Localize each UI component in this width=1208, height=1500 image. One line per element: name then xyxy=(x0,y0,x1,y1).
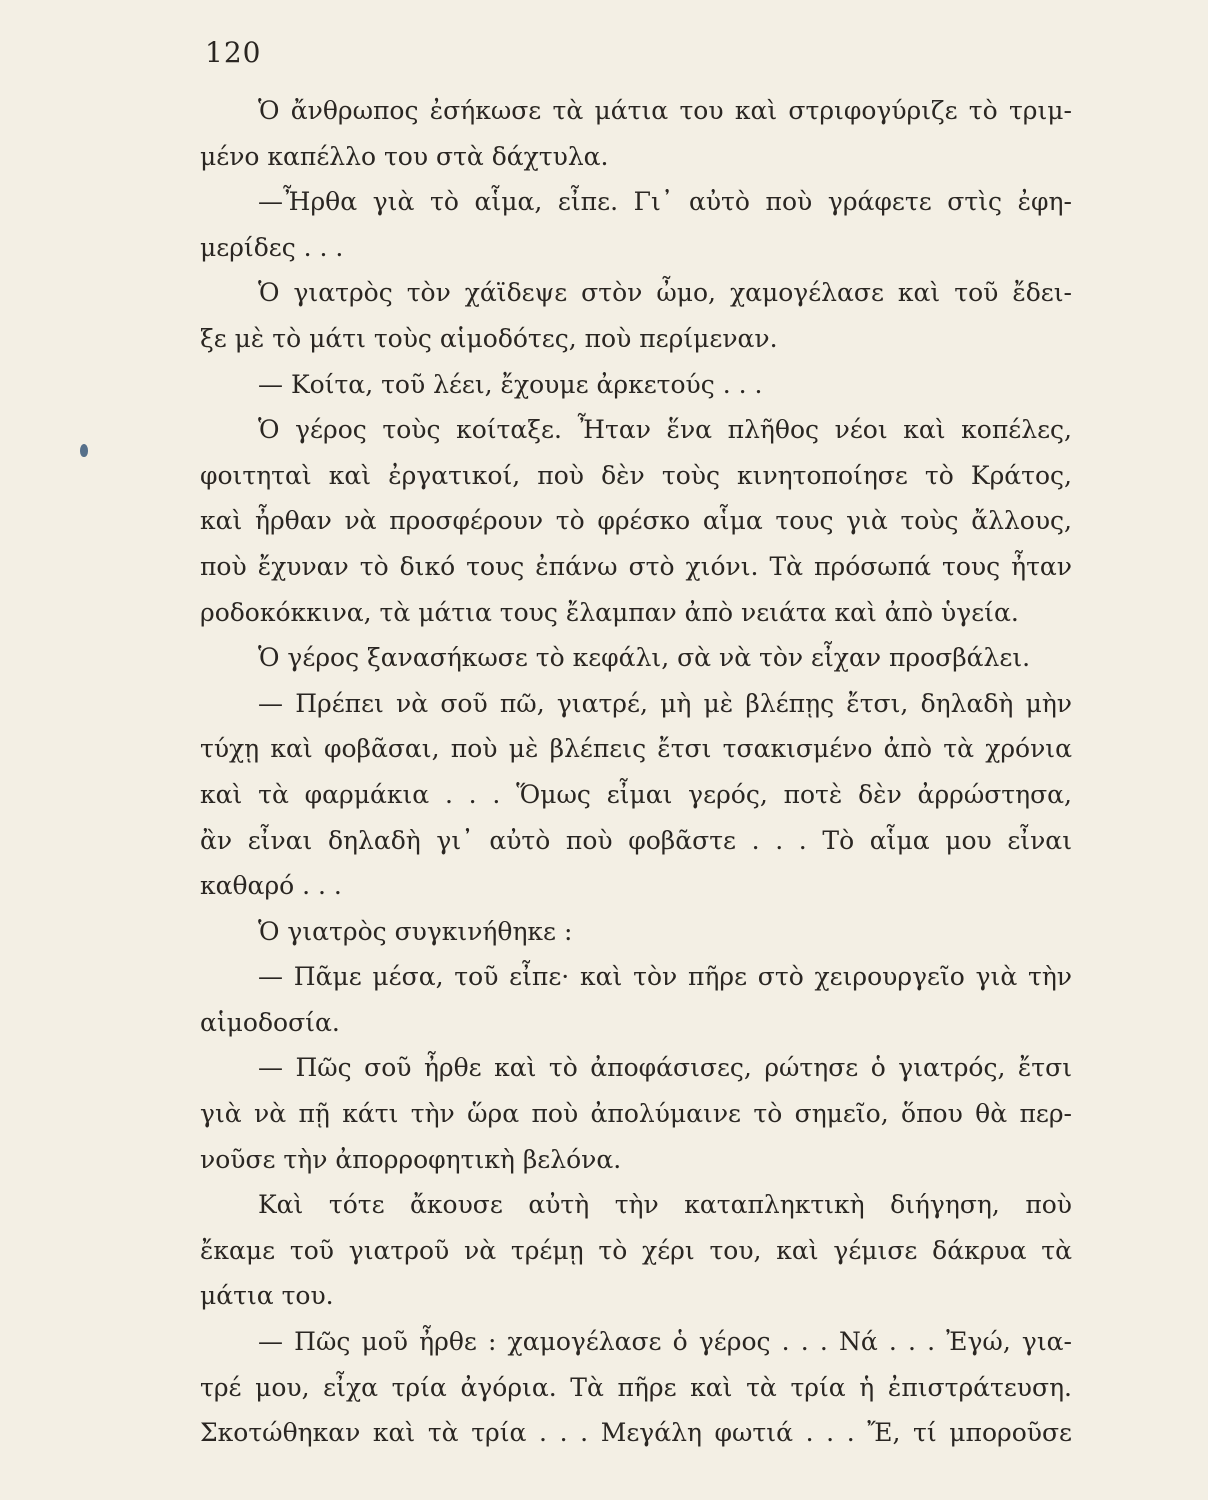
text-line: — Πᾶμε μέσα, τοῦ εἶπε· καὶ τὸν πῆρε στὸ χειρουργεῖο γιὰ τὴν xyxy=(258,962,1072,992)
text-line: Σκοτώθηκαν καὶ τὰ τρία . . . Μεγάλη φωτιά . . . Ἔ, τί μποροῦσε xyxy=(200,1418,1072,1448)
text-line: γιὰ νὰ πῇ κάτι τὴν ὥρα ποὺ ἀπολύμαινε τὸ σημεῖο, ὅπου θὰ περ- xyxy=(200,1099,1072,1129)
text-line: Ὁ γιατρὸς τὸν χάϊδεψε στὸν ὦμο, χαμογέλασε καὶ τοῦ ἔδει- xyxy=(258,278,1072,308)
text-line: μερίδες . . . xyxy=(200,232,344,262)
text-line: Ὁ γιατρὸς συγκινήθηκε : xyxy=(258,916,573,946)
text-line: ἔκαμε τοῦ γιατροῦ νὰ τρέμῃ τὸ χέρι του, καὶ γέμισε δάκρυα τὰ xyxy=(200,1235,1072,1265)
body-text xyxy=(200,88,1072,1456)
text-line: ξε μὲ τὸ μάτι τοὺς αἱμοδότες, ποὺ περίμεναν. xyxy=(200,323,778,353)
text-line: — Κοίτα, τοῦ λέει, ἔχουμε ἀρκετούς . . . xyxy=(258,369,763,399)
text-line: — Πῶς μοῦ ἦρθε : χαμογέλασε ὁ γέρος . . . Νά . . . Ἐγώ, για- xyxy=(258,1327,1072,1357)
text-line: καθαρό . . . xyxy=(200,871,342,901)
text-line: — Πῶς σοῦ ἦρθε καὶ τὸ ἀποφάσισες, ρώτησε ὁ γιατρός, ἔτσι xyxy=(258,1053,1072,1083)
text-line: Ὁ γέρος ξανασήκωσε τὸ κεφάλι, σὰ νὰ τὸν εἶχαν προσβάλει. xyxy=(258,643,1031,673)
text-line: μένο καπέλλο του στὰ δάχτυλα. xyxy=(200,141,609,171)
text-line: Ὁ γέρος τοὺς κοίταξε. Ἦταν ἕνα πλῆθος νέοι καὶ κοπέλες, xyxy=(258,415,1072,445)
text-line: τύχῃ καὶ φοβᾶσαι, ποὺ μὲ βλέπεις ἔτσι τσακισμένο ἀπὸ τὰ χρόνια xyxy=(200,734,1072,764)
text-line: φοιτηταὶ καὶ ἐργατικοί, ποὺ δὲν τοὺς κινητοποίησε τὸ Κράτος, xyxy=(200,460,1072,490)
text-line: — Πρέπει νὰ σοῦ πῶ, γιατρέ, μὴ μὲ βλέπῃς ἔτσι, δηλαδὴ μὴν xyxy=(258,688,1072,718)
text-line: ποὺ ἔχυναν τὸ δικό τους ἐπάνω στὸ χιόνι. Τὰ πρόσωπά τους ἦταν xyxy=(200,551,1072,581)
text-line: τρέ μου, εἶχα τρία ἀγόρια. Τὰ πῆρε καὶ τὰ τρία ἡ ἐπιστράτευση. xyxy=(200,1372,1072,1402)
text-line: —Ἦρθα γιὰ τὸ αἷμα, εἶπε. Γι᾽ αὐτὸ ποὺ γράφετε στὶς ἐφη- xyxy=(258,187,1072,217)
text-line: καὶ ἦρθαν νὰ προσφέρουν τὸ φρέσκο αἷμα τους γιὰ τοὺς ἄλλους, xyxy=(200,506,1072,536)
text-line: Ὁ ἄνθρωπος ἐσήκωσε τὰ μάτια του καὶ στριφογύριζε τὸ τριμ- xyxy=(258,96,1072,125)
text-line: Καὶ τότε ἄκουσε αὐτὴ τὴν καταπληκτικὴ διήγηση, ποὺ xyxy=(258,1190,1072,1220)
text-line: νοῦσε τὴν ἀπορροφητικὴ βελόνα. xyxy=(200,1144,622,1174)
text-line: αἱμοδοσία. xyxy=(200,1007,340,1037)
text-line: ροδοκόκκινα, τὰ μάτια τους ἔλαμπαν ἀπὸ νειάτα καὶ ἀπὸ ὑγεία. xyxy=(200,597,1019,627)
text-line: ἂν εἶναι δηλαδὴ γι᾽ αὐτὸ ποὺ φοβᾶστε . . . Τὸ αἷμα μου εἶναι xyxy=(200,825,1072,855)
text-line: μάτια του. xyxy=(200,1281,334,1311)
page-number: 120 xyxy=(205,36,262,69)
ink-speck xyxy=(80,444,88,457)
text-line: καὶ τὰ φαρμάκια . . . Ὅμως εἶμαι γερός, ποτὲ δὲν ἀρρώστησα, xyxy=(200,779,1072,809)
